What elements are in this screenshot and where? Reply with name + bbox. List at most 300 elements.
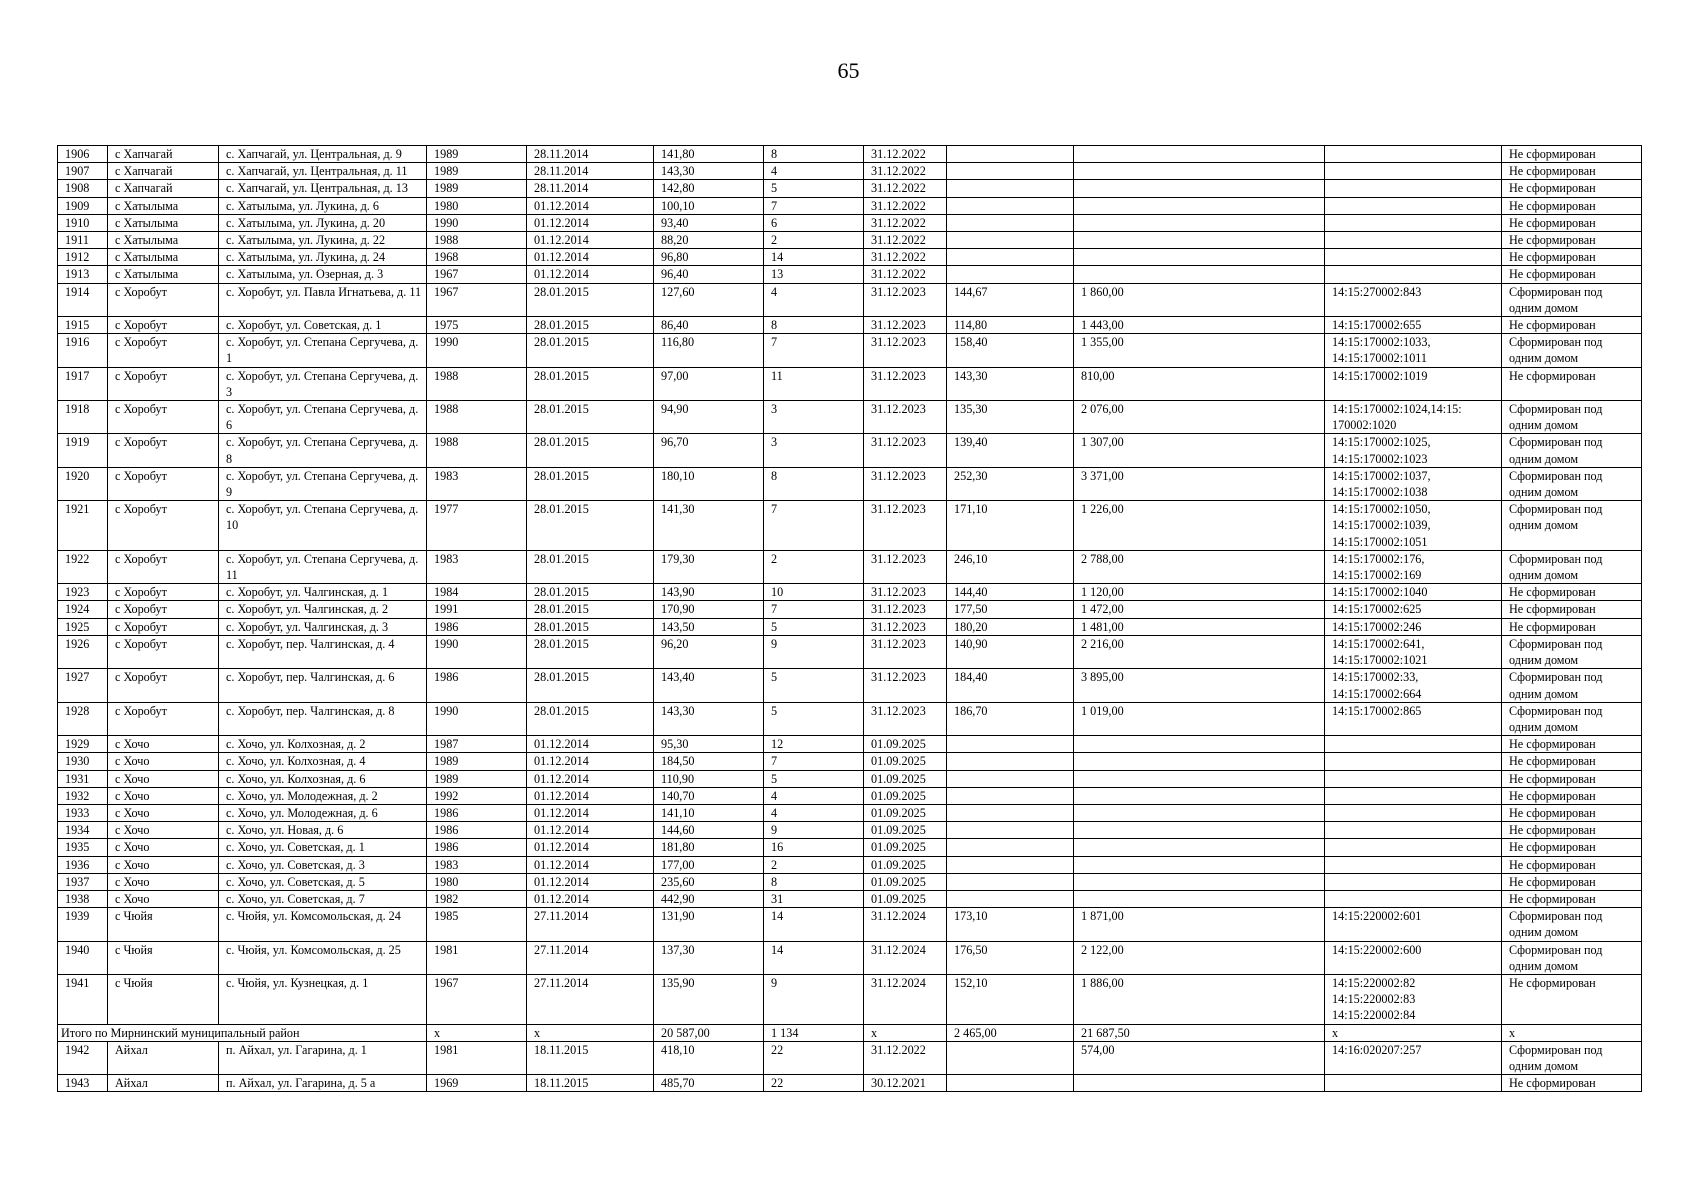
table-cell: с Хоробут: [108, 501, 219, 551]
table-cell: 1 120,00: [1074, 584, 1325, 601]
table-cell: 86,40: [654, 317, 764, 334]
table-cell: 2 788,00: [1074, 550, 1325, 583]
table-cell: 1990: [427, 635, 527, 668]
table-cell: 170,90: [654, 601, 764, 618]
table-cell: 28.01.2015: [527, 550, 654, 583]
table-cell: [1074, 266, 1325, 283]
table-cell: с. Хапчагай, ул. Центральная, д. 13: [219, 180, 427, 197]
table-cell: 8: [764, 873, 864, 890]
table-cell: 2 122,00: [1074, 941, 1325, 974]
table-cell: 31.12.2024: [864, 941, 947, 974]
table-cell: 1 472,00: [1074, 601, 1325, 618]
table-cell: 10: [764, 584, 864, 601]
total-cell: 1 134: [764, 1024, 864, 1041]
table-cell: 4: [764, 787, 864, 804]
table-cell: 140,90: [947, 635, 1074, 668]
table-cell: [947, 822, 1074, 839]
table-cell: 5: [764, 702, 864, 735]
table-row: [58, 669, 1642, 702]
table-cell: [947, 873, 1074, 890]
table-cell: 96,70: [654, 434, 764, 467]
table-cell: 14:15:170002:1037, 14:15:170002:1038: [1325, 467, 1502, 500]
table-cell: с Хатылыма: [108, 197, 219, 214]
table-cell: с. Хочо, ул. Колхозная, д. 6: [219, 770, 427, 787]
table-cell: 3: [764, 434, 864, 467]
table-cell: 1917: [58, 367, 108, 400]
table-cell: 28.01.2015: [527, 601, 654, 618]
table-cell: 186,70: [947, 702, 1074, 735]
table-cell: 1911: [58, 232, 108, 249]
table-cell: с. Хапчагай, ул. Центральная, д. 9: [219, 146, 427, 163]
table-cell: 96,80: [654, 249, 764, 266]
table-cell: [1074, 753, 1325, 770]
table-cell: 143,30: [654, 702, 764, 735]
table-cell: 177,00: [654, 856, 764, 873]
total-cell: х: [1502, 1024, 1642, 1041]
table-cell: [1325, 753, 1502, 770]
table-cell: 31.12.2022: [864, 232, 947, 249]
table-cell: 01.09.2025: [864, 804, 947, 821]
table-cell: 114,80: [947, 317, 1074, 334]
table-row: [58, 146, 1642, 163]
table-cell: 1980: [427, 873, 527, 890]
table-cell: 28.01.2015: [527, 501, 654, 551]
table-cell: [947, 214, 1074, 231]
table-cell: 16: [764, 839, 864, 856]
table-cell: 31: [764, 890, 864, 907]
table-cell: п. Айхал, ул. Гагарина, д. 5 а: [219, 1075, 427, 1092]
table-cell: 1920: [58, 467, 108, 500]
table-cell: 28.01.2015: [527, 401, 654, 434]
table-cell: 1983: [427, 550, 527, 583]
table-cell: 01.09.2025: [864, 770, 947, 787]
table-cell: с. Хоробут, ул. Павла Игнатьева, д. 11: [219, 283, 427, 316]
table-cell: 7: [764, 197, 864, 214]
table-cell: с Хоробут: [108, 601, 219, 618]
table-cell: 1989: [427, 770, 527, 787]
table-cell: [1325, 736, 1502, 753]
table-cell: с. Чюйя, ул. Комсомольская, д. 25: [219, 941, 427, 974]
table-cell: 01.09.2025: [864, 856, 947, 873]
table-row: [58, 873, 1642, 890]
table-row: [58, 1041, 1642, 1074]
table-cell: 28.01.2015: [527, 367, 654, 400]
table-cell: Не сформирован: [1502, 770, 1642, 787]
table-cell: 1916: [58, 334, 108, 367]
table-cell: 31.12.2023: [864, 702, 947, 735]
table-cell: 131,90: [654, 908, 764, 941]
table-cell: 9: [764, 974, 864, 1024]
table-cell: 141,10: [654, 804, 764, 821]
table-cell: с Хоробут: [108, 334, 219, 367]
table-row: [58, 702, 1642, 735]
table-cell: 97,00: [654, 367, 764, 400]
table-cell: с Хочо: [108, 856, 219, 873]
table-cell: Не сформирован: [1502, 146, 1642, 163]
table-cell: 1983: [427, 856, 527, 873]
table-cell: 235,60: [654, 873, 764, 890]
table-cell: 141,30: [654, 501, 764, 551]
table-cell: 31.12.2023: [864, 367, 947, 400]
table-cell: [1074, 232, 1325, 249]
table-cell: с. Хапчагай, ул. Центральная, д. 11: [219, 163, 427, 180]
table-cell: 137,30: [654, 941, 764, 974]
table-cell: [947, 232, 1074, 249]
table-cell: 4: [764, 163, 864, 180]
table-cell: 14:16:020207:257: [1325, 1041, 1502, 1074]
table-cell: с Хоробут: [108, 283, 219, 316]
table-cell: [1325, 856, 1502, 873]
table-cell: 1934: [58, 822, 108, 839]
table-cell: 1908: [58, 180, 108, 197]
table-cell: [947, 1075, 1074, 1092]
table-cell: 810,00: [1074, 367, 1325, 400]
table-cell: с Хочо: [108, 873, 219, 890]
table-cell: 1989: [427, 180, 527, 197]
table-cell: 1985: [427, 908, 527, 941]
table-cell: 2 216,00: [1074, 635, 1325, 668]
table-cell: 31.12.2024: [864, 974, 947, 1024]
table-cell: Не сформирован: [1502, 214, 1642, 231]
table-row: [58, 635, 1642, 668]
table-cell: 14: [764, 249, 864, 266]
table-cell: 01.09.2025: [864, 890, 947, 907]
table-cell: с Хочо: [108, 787, 219, 804]
total-cell: х: [427, 1024, 527, 1041]
table-cell: 14:15:170002:33, 14:15:170002:664: [1325, 669, 1502, 702]
table-cell: [947, 146, 1074, 163]
table-cell: Не сформирован: [1502, 601, 1642, 618]
table-cell: 01.12.2014: [527, 839, 654, 856]
table-cell: 1 860,00: [1074, 283, 1325, 316]
table-cell: 1932: [58, 787, 108, 804]
table-cell: 14:15:170002:865: [1325, 702, 1502, 735]
table-cell: 31.12.2023: [864, 317, 947, 334]
table-cell: 1981: [427, 1041, 527, 1074]
table-row: [58, 197, 1642, 214]
table-cell: 1910: [58, 214, 108, 231]
table-cell: с Хоробут: [108, 401, 219, 434]
table-cell: [1325, 249, 1502, 266]
table-row: [58, 467, 1642, 500]
table-cell: 246,10: [947, 550, 1074, 583]
table-row: [58, 163, 1642, 180]
table-cell: 27.11.2014: [527, 908, 654, 941]
table-cell: с. Хоробут, пер. Чалгинская, д. 4: [219, 635, 427, 668]
table-cell: [1325, 873, 1502, 890]
table-cell: 01.12.2014: [527, 232, 654, 249]
table-cell: 01.12.2014: [527, 214, 654, 231]
table-cell: Не сформирован: [1502, 804, 1642, 821]
table-cell: 485,70: [654, 1075, 764, 1092]
table-cell: 14:15:170002:655: [1325, 317, 1502, 334]
table-cell: 181,80: [654, 839, 764, 856]
table-cell: 127,60: [654, 283, 764, 316]
table-cell: с. Хочо, ул. Молодежная, д. 2: [219, 787, 427, 804]
table-cell: 31.12.2022: [864, 266, 947, 283]
table-cell: 1929: [58, 736, 108, 753]
total-label: Итого по Мирнинский муниципальный район: [58, 1024, 427, 1041]
table-cell: с Хочо: [108, 804, 219, 821]
table-cell: 1968: [427, 249, 527, 266]
table-cell: Не сформирован: [1502, 367, 1642, 400]
table-cell: 3 371,00: [1074, 467, 1325, 500]
table-cell: 28.11.2014: [527, 163, 654, 180]
table-cell: 01.12.2014: [527, 266, 654, 283]
table-cell: 01.12.2014: [527, 804, 654, 821]
table-cell: 1940: [58, 941, 108, 974]
table-cell: с. Хочо, ул. Советская, д. 5: [219, 873, 427, 890]
table-cell: 1989: [427, 163, 527, 180]
table-cell: [1074, 856, 1325, 873]
table-cell: Не сформирован: [1502, 787, 1642, 804]
table-cell: с. Хоробут, ул. Степана Сергучева, д. 8: [219, 434, 427, 467]
table-cell: 27.11.2014: [527, 974, 654, 1024]
table-row: [58, 618, 1642, 635]
table-cell: 1938: [58, 890, 108, 907]
table-row: [58, 601, 1642, 618]
table-cell: 144,60: [654, 822, 764, 839]
table-cell: [1074, 180, 1325, 197]
table-cell: 4: [764, 804, 864, 821]
table-cell: [1325, 214, 1502, 231]
table-cell: 184,40: [947, 669, 1074, 702]
table-cell: 96,40: [654, 266, 764, 283]
table-cell: 1924: [58, 601, 108, 618]
table-cell: с. Хатылыма, ул. Лукина, д. 20: [219, 214, 427, 231]
table-cell: 1928: [58, 702, 108, 735]
table-cell: с. Хоробут, ул. Чалгинская, д. 3: [219, 618, 427, 635]
table-cell: 01.12.2014: [527, 197, 654, 214]
table-cell: Сформирован под одним домом: [1502, 401, 1642, 434]
table-cell: 96,20: [654, 635, 764, 668]
table-cell: [1325, 1075, 1502, 1092]
table-cell: [1325, 197, 1502, 214]
table-cell: [947, 163, 1074, 180]
table-cell: 28.11.2014: [527, 180, 654, 197]
table-cell: 3: [764, 401, 864, 434]
table-row: [58, 856, 1642, 873]
table-cell: 418,10: [654, 1041, 764, 1074]
table-cell: Сформирован под одним домом: [1502, 635, 1642, 668]
table-row: [58, 434, 1642, 467]
table-cell: 28.01.2015: [527, 434, 654, 467]
table-row: [58, 787, 1642, 804]
table-cell: 01.09.2025: [864, 787, 947, 804]
table-cell: 13: [764, 266, 864, 283]
table-cell: 31.12.2023: [864, 601, 947, 618]
table-cell: 184,50: [654, 753, 764, 770]
table-cell: 1 886,00: [1074, 974, 1325, 1024]
table-cell: с. Хочо, ул. Колхозная, д. 4: [219, 753, 427, 770]
table-cell: 18.11.2015: [527, 1041, 654, 1074]
table-cell: 1906: [58, 146, 108, 163]
table-cell: 1918: [58, 401, 108, 434]
table-cell: [947, 197, 1074, 214]
table-cell: 28.01.2015: [527, 317, 654, 334]
table-row: [58, 501, 1642, 551]
table-cell: [947, 804, 1074, 821]
table-row: [58, 908, 1642, 941]
table-row: [58, 753, 1642, 770]
table-cell: 9: [764, 822, 864, 839]
table-cell: [947, 787, 1074, 804]
table-cell: 14: [764, 908, 864, 941]
table-cell: 5: [764, 618, 864, 635]
table-cell: 31.12.2023: [864, 550, 947, 583]
table-cell: Не сформирован: [1502, 163, 1642, 180]
table-cell: 2: [764, 550, 864, 583]
table-cell: Не сформирован: [1502, 822, 1642, 839]
table-cell: п. Айхал, ул. Гагарина, д. 1: [219, 1041, 427, 1074]
table-cell: с Хоробут: [108, 434, 219, 467]
table-cell: 28.01.2015: [527, 334, 654, 367]
table-row: [58, 550, 1642, 583]
table-cell: 14:15:170002:625: [1325, 601, 1502, 618]
table-cell: с. Хочо, ул. Колхозная, д. 2: [219, 736, 427, 753]
table-row: [58, 974, 1642, 1024]
table-cell: [947, 770, 1074, 787]
table-cell: 28.01.2015: [527, 467, 654, 500]
table-cell: 95,30: [654, 736, 764, 753]
table-row: [58, 180, 1642, 197]
table-cell: 574,00: [1074, 1041, 1325, 1074]
table-cell: 01.09.2025: [864, 839, 947, 856]
table-cell: 1981: [427, 941, 527, 974]
table-cell: 01.09.2025: [864, 753, 947, 770]
table-cell: 31.12.2023: [864, 334, 947, 367]
table-cell: с. Хоробут, пер. Чалгинская, д. 8: [219, 702, 427, 735]
table-cell: 1991: [427, 601, 527, 618]
table-cell: [1074, 839, 1325, 856]
table-cell: 01.09.2025: [864, 736, 947, 753]
table-cell: 143,50: [654, 618, 764, 635]
table-cell: с. Хоробут, ул. Степана Сергучева, д. 1: [219, 334, 427, 367]
table-cell: Сформирован под одним домом: [1502, 434, 1642, 467]
table-cell: 1987: [427, 736, 527, 753]
table-cell: 1988: [427, 232, 527, 249]
table-cell: Сформирован под одним домом: [1502, 669, 1642, 702]
table-cell: 5: [764, 180, 864, 197]
table-cell: 1936: [58, 856, 108, 873]
table-cell: 1988: [427, 367, 527, 400]
table-cell: с Хоробут: [108, 669, 219, 702]
table-cell: 171,10: [947, 501, 1074, 551]
table-cell: 135,90: [654, 974, 764, 1024]
table-cell: 1989: [427, 146, 527, 163]
table-cell: 28.01.2015: [527, 635, 654, 668]
table-cell: 1983: [427, 467, 527, 500]
table-cell: 1989: [427, 753, 527, 770]
table-cell: 14:15:220002:600: [1325, 941, 1502, 974]
table-cell: 8: [764, 317, 864, 334]
table-cell: 7: [764, 334, 864, 367]
table-cell: [1074, 787, 1325, 804]
table-cell: 1937: [58, 873, 108, 890]
table-cell: 12: [764, 736, 864, 753]
table-cell: Не сформирован: [1502, 856, 1642, 873]
table-cell: 01.12.2014: [527, 736, 654, 753]
table-cell: 1986: [427, 669, 527, 702]
table-cell: 1988: [427, 434, 527, 467]
table-cell: Не сформирован: [1502, 736, 1642, 753]
table-row: [58, 804, 1642, 821]
table-cell: 31.12.2022: [864, 214, 947, 231]
page-number: 65: [837, 58, 860, 83]
table-cell: 31.12.2023: [864, 401, 947, 434]
table-cell: 1975: [427, 317, 527, 334]
table-cell: с Хочо: [108, 822, 219, 839]
table-cell: 152,10: [947, 974, 1074, 1024]
total-row: [58, 1024, 1642, 1041]
table-cell: 1923: [58, 584, 108, 601]
table-cell: Не сформирован: [1502, 890, 1642, 907]
table-cell: Не сформирован: [1502, 249, 1642, 266]
table-cell: 1990: [427, 334, 527, 367]
table-cell: 140,70: [654, 787, 764, 804]
table-cell: 1 226,00: [1074, 501, 1325, 551]
total-cell: х: [527, 1024, 654, 1041]
table-cell: 110,90: [654, 770, 764, 787]
table-cell: 1986: [427, 618, 527, 635]
table-cell: 1967: [427, 974, 527, 1024]
table-cell: [1325, 890, 1502, 907]
table-cell: 22: [764, 1041, 864, 1074]
table-cell: [1074, 1075, 1325, 1092]
table-cell: [947, 839, 1074, 856]
table-cell: с Хоробут: [108, 367, 219, 400]
table-cell: 28.01.2015: [527, 702, 654, 735]
table-cell: [1074, 804, 1325, 821]
table-cell: 31.12.2022: [864, 197, 947, 214]
table-cell: с Чюйя: [108, 908, 219, 941]
table-cell: 01.12.2014: [527, 873, 654, 890]
housing-register-table: [57, 145, 1642, 1092]
table-cell: 01.12.2014: [527, 753, 654, 770]
table-cell: 176,50: [947, 941, 1074, 974]
table-cell: с. Хоробут, ул. Советская, д. 1: [219, 317, 427, 334]
table-cell: 1943: [58, 1075, 108, 1092]
table-cell: Не сформирован: [1502, 1075, 1642, 1092]
table-cell: [947, 266, 1074, 283]
table-cell: 2: [764, 856, 864, 873]
table-cell: с. Хоробут, ул. Чалгинская, д. 2: [219, 601, 427, 618]
table-cell: 31.12.2023: [864, 669, 947, 702]
table-cell: Не сформирован: [1502, 197, 1642, 214]
table-cell: [1325, 146, 1502, 163]
table-row: [58, 1075, 1642, 1092]
table-cell: 14:15:170002:1040: [1325, 584, 1502, 601]
table-cell: 7: [764, 501, 864, 551]
table-cell: с Чюйя: [108, 941, 219, 974]
table-cell: с Хапчагай: [108, 146, 219, 163]
table-cell: с Хатылыма: [108, 266, 219, 283]
table-cell: с Хоробут: [108, 702, 219, 735]
table-cell: 31.12.2023: [864, 501, 947, 551]
table-row: [58, 266, 1642, 283]
table-cell: с. Хоробут, ул. Степана Сергучева, д. 10: [219, 501, 427, 551]
table-cell: с. Хатылыма, ул. Озерная, д. 3: [219, 266, 427, 283]
table-cell: 93,40: [654, 214, 764, 231]
table-cell: 1913: [58, 266, 108, 283]
table-cell: Не сформирован: [1502, 180, 1642, 197]
table-cell: 1941: [58, 974, 108, 1024]
table-cell: 14:15:270002:843: [1325, 283, 1502, 316]
table-cell: с Хоробут: [108, 584, 219, 601]
table-row: [58, 249, 1642, 266]
table-cell: 1919: [58, 434, 108, 467]
table-cell: с Хоробут: [108, 467, 219, 500]
